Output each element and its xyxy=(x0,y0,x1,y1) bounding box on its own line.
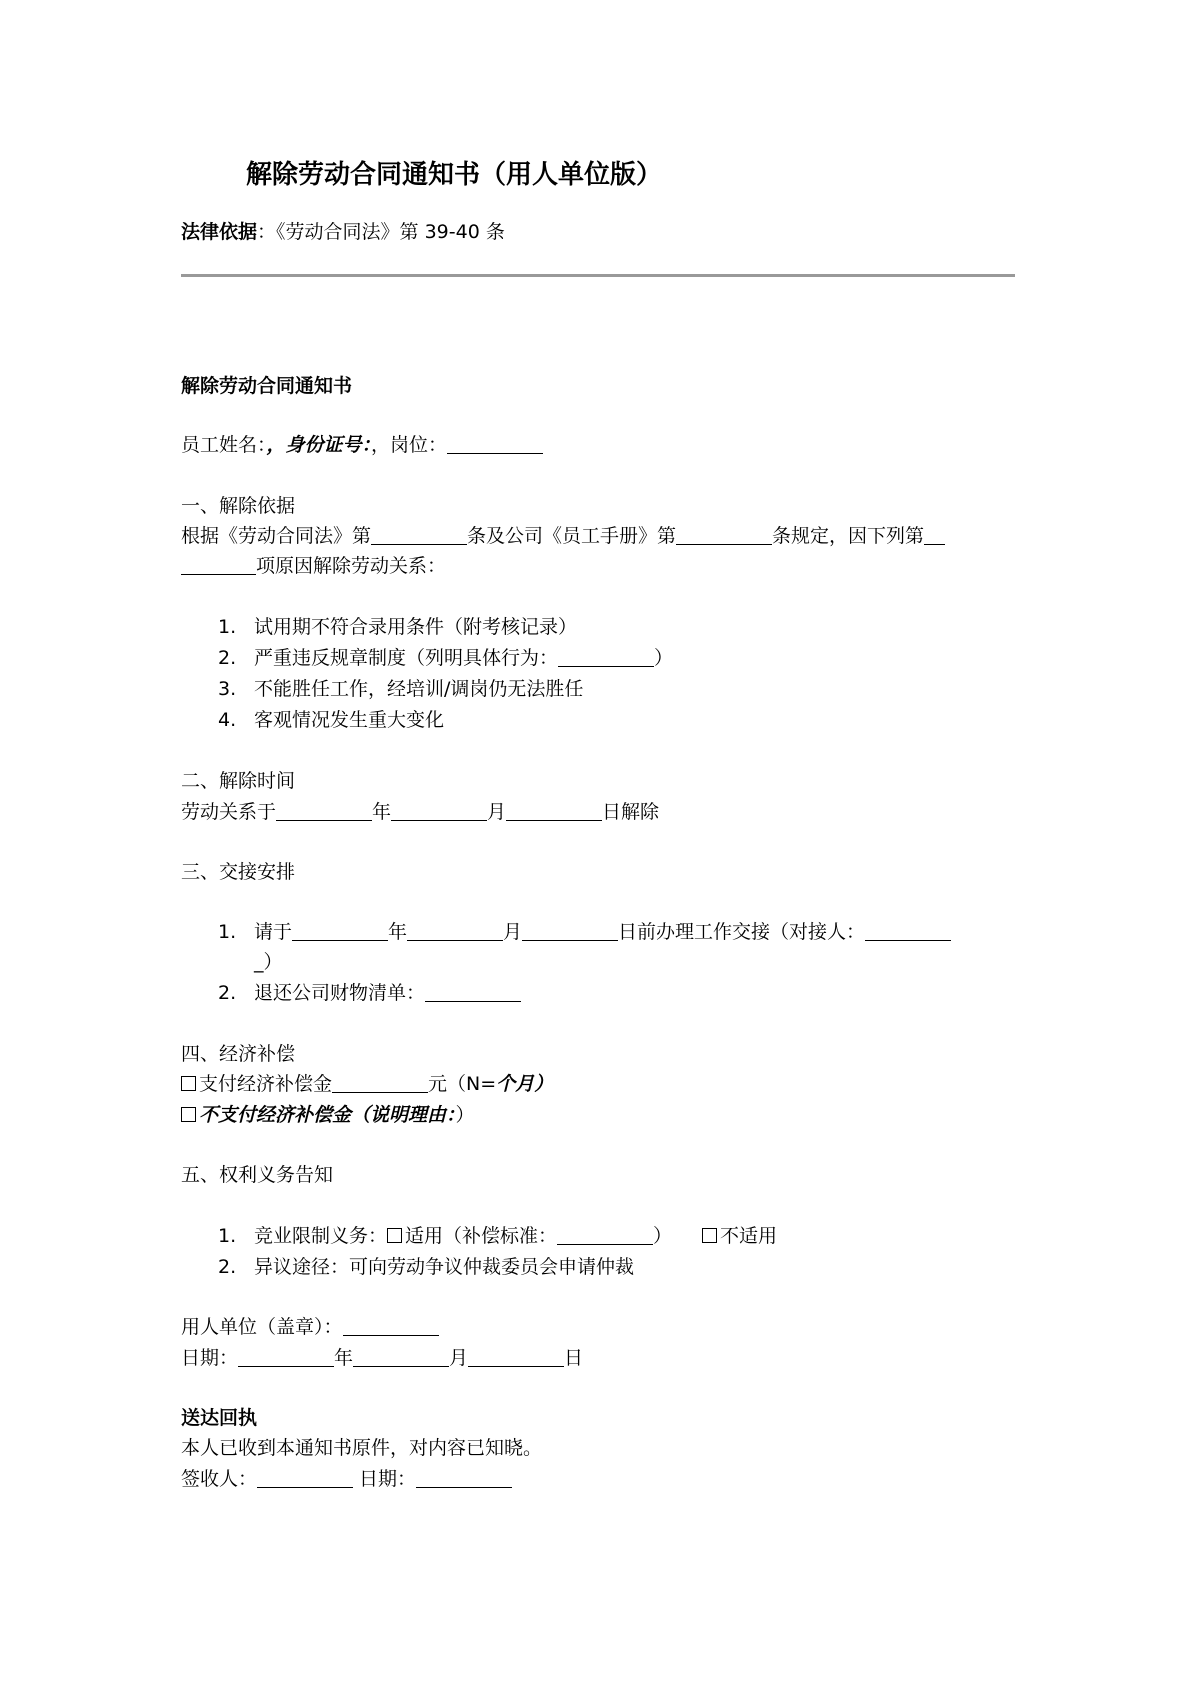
list-item-number: 3. xyxy=(218,678,237,700)
list-item xyxy=(218,705,444,735)
pay-compensation-text: 支付经济补偿金 xyxy=(199,1073,333,1095)
property-list-blank[interactable] xyxy=(425,981,521,1002)
handover-wrap-text: _） xyxy=(254,951,283,973)
signer-blank[interactable] xyxy=(257,1467,353,1488)
list-item xyxy=(218,1252,634,1282)
receipt-date-blank[interactable] xyxy=(416,1467,512,1488)
handover-mid-text: 日前办理工作交接（对接人： xyxy=(618,921,866,943)
notice-heading: 解除劳动合同通知书 xyxy=(181,375,353,397)
post-blank[interactable] xyxy=(447,433,543,454)
termination-day-blank[interactable] xyxy=(506,800,602,821)
handover-year-blank[interactable] xyxy=(292,920,388,941)
termination-date-line xyxy=(181,797,659,827)
no-compensation-text: 不支付经济补偿金（说明理由： xyxy=(199,1104,456,1126)
termination-day-suffix: 日解除 xyxy=(602,801,660,823)
list-item-number: 2. xyxy=(218,1256,237,1278)
legal-basis-colon: ： xyxy=(257,221,277,243)
no-compensation-suffix: ） xyxy=(455,1104,475,1126)
list-item xyxy=(218,674,583,704)
compensation-option-no-pay xyxy=(181,1100,475,1130)
employer-seal-blank[interactable] xyxy=(343,1315,439,1336)
employer-seal-label: 用人单位（盖章）： xyxy=(181,1316,343,1338)
non-compete-not-applies: 不适用 xyxy=(720,1225,778,1247)
employer-seal-line xyxy=(181,1312,439,1342)
non-compete-prefix: 竞业限制义务： xyxy=(254,1225,388,1247)
termination-date-prefix: 劳动关系于 xyxy=(181,801,277,823)
handover-month-blank[interactable] xyxy=(407,920,503,941)
list-item-text: 严重违反规章制度（列明具体行为： xyxy=(254,647,559,669)
reason-item-blank-part2[interactable] xyxy=(181,554,256,575)
list-item xyxy=(218,917,951,947)
list-item-number: 1. xyxy=(218,921,237,943)
section5-title: 五、权利义务告知 xyxy=(181,1164,334,1186)
compensation-option-pay xyxy=(181,1069,553,1099)
list-item xyxy=(218,1221,777,1251)
handbook-article-blank[interactable] xyxy=(676,524,772,545)
legal-basis-label: 法律依据 xyxy=(181,221,258,243)
year-label: 年 xyxy=(334,1347,354,1369)
compensation-mid-text: 元（N= xyxy=(428,1073,497,1095)
list-item-number: 1. xyxy=(218,1225,237,1247)
non-compete-applies: 适用（补偿标准： xyxy=(405,1225,558,1247)
section1-text-line1 xyxy=(181,521,945,551)
receipt-text: 本人已收到本通知书原件，对内容已知晓。 xyxy=(181,1437,543,1459)
legal-basis-value: 《劳动合同法》第 39-40 条 xyxy=(276,221,505,243)
handover-prefix: 请于 xyxy=(254,921,293,943)
list-item-text: 不能胜任工作，经培训/调岗仍无法胜任 xyxy=(254,678,584,700)
section1-text-d: 项原因解除劳动关系： xyxy=(256,555,447,577)
reason-item-blank-part1[interactable] xyxy=(924,524,945,545)
compensation-months-text: 个月） xyxy=(496,1073,554,1095)
termination-month-blank[interactable] xyxy=(391,800,487,821)
violation-detail-blank[interactable] xyxy=(558,646,654,667)
non-compete-close: ） xyxy=(653,1225,673,1247)
receipt-date-label: 日期： xyxy=(353,1468,417,1490)
list-item-number: 1. xyxy=(218,616,237,638)
legal-basis xyxy=(181,217,505,247)
list-item-text: 试用期不符合录用条件（附考核记录） xyxy=(254,616,578,638)
month-label: 月 xyxy=(487,801,507,823)
law-article-blank[interactable] xyxy=(371,524,467,545)
section1-text-c: 条规定，因下列第 xyxy=(772,525,925,547)
receipt-title: 送达回执 xyxy=(181,1407,258,1429)
section1-text-b: 条及公司《员工手册》第 xyxy=(467,525,677,547)
list-item-text: 异议途径：可向劳动争议仲裁委员会申请仲裁 xyxy=(254,1256,635,1278)
list-item xyxy=(218,978,521,1008)
checkbox[interactable] xyxy=(387,1228,402,1243)
document-title: 解除劳动合同通知书（用人单位版） xyxy=(246,160,663,190)
checkbox[interactable] xyxy=(181,1076,196,1091)
signature-month-blank[interactable] xyxy=(353,1346,449,1367)
section1-title: 一、解除依据 xyxy=(181,495,296,517)
list-item-number: 2. xyxy=(218,982,237,1004)
signature-year-blank[interactable] xyxy=(238,1346,334,1367)
section4-title: 四、经济补偿 xyxy=(181,1043,296,1065)
compensation-amount-blank[interactable] xyxy=(332,1072,428,1093)
list-item-text: 退还公司财物清单： xyxy=(254,982,426,1004)
post-label: ，岗位： xyxy=(371,434,448,456)
id-number-label: ，身份证号： xyxy=(266,434,372,456)
list-item-number: 2. xyxy=(218,647,237,669)
receipt-sign-line xyxy=(181,1464,512,1494)
contact-person-blank[interactable] xyxy=(865,920,951,941)
signature-day-blank[interactable] xyxy=(468,1346,564,1367)
section3-title: 三、交接安排 xyxy=(181,861,296,883)
list-item xyxy=(218,643,673,673)
handover-day-blank[interactable] xyxy=(522,920,618,941)
month-label: 月 xyxy=(449,1347,469,1369)
date-label: 日期： xyxy=(181,1347,239,1369)
non-compete-standard-blank[interactable] xyxy=(557,1224,653,1245)
year-label: 年 xyxy=(372,801,392,823)
horizontal-divider xyxy=(181,274,1015,277)
signer-label: 签收人： xyxy=(181,1468,258,1490)
list-item-suffix: ） xyxy=(654,647,674,669)
employee-info-line xyxy=(181,430,543,460)
termination-year-blank[interactable] xyxy=(276,800,372,821)
year-label: 年 xyxy=(388,921,408,943)
checkbox[interactable] xyxy=(181,1107,196,1122)
month-label: 月 xyxy=(503,921,523,943)
section2-title: 二、解除时间 xyxy=(181,770,296,792)
list-item-number: 4. xyxy=(218,709,237,731)
section1-text-line2 xyxy=(181,551,446,581)
list-item-text: 客观情况发生重大变化 xyxy=(254,709,445,731)
employee-name-label: 员工姓名： xyxy=(181,434,267,456)
section1-text-a: 根据《劳动合同法》第 xyxy=(181,525,372,547)
checkbox[interactable] xyxy=(702,1228,717,1243)
list-item xyxy=(218,612,577,642)
signature-date-line xyxy=(181,1343,583,1373)
day-label: 日 xyxy=(564,1347,584,1369)
